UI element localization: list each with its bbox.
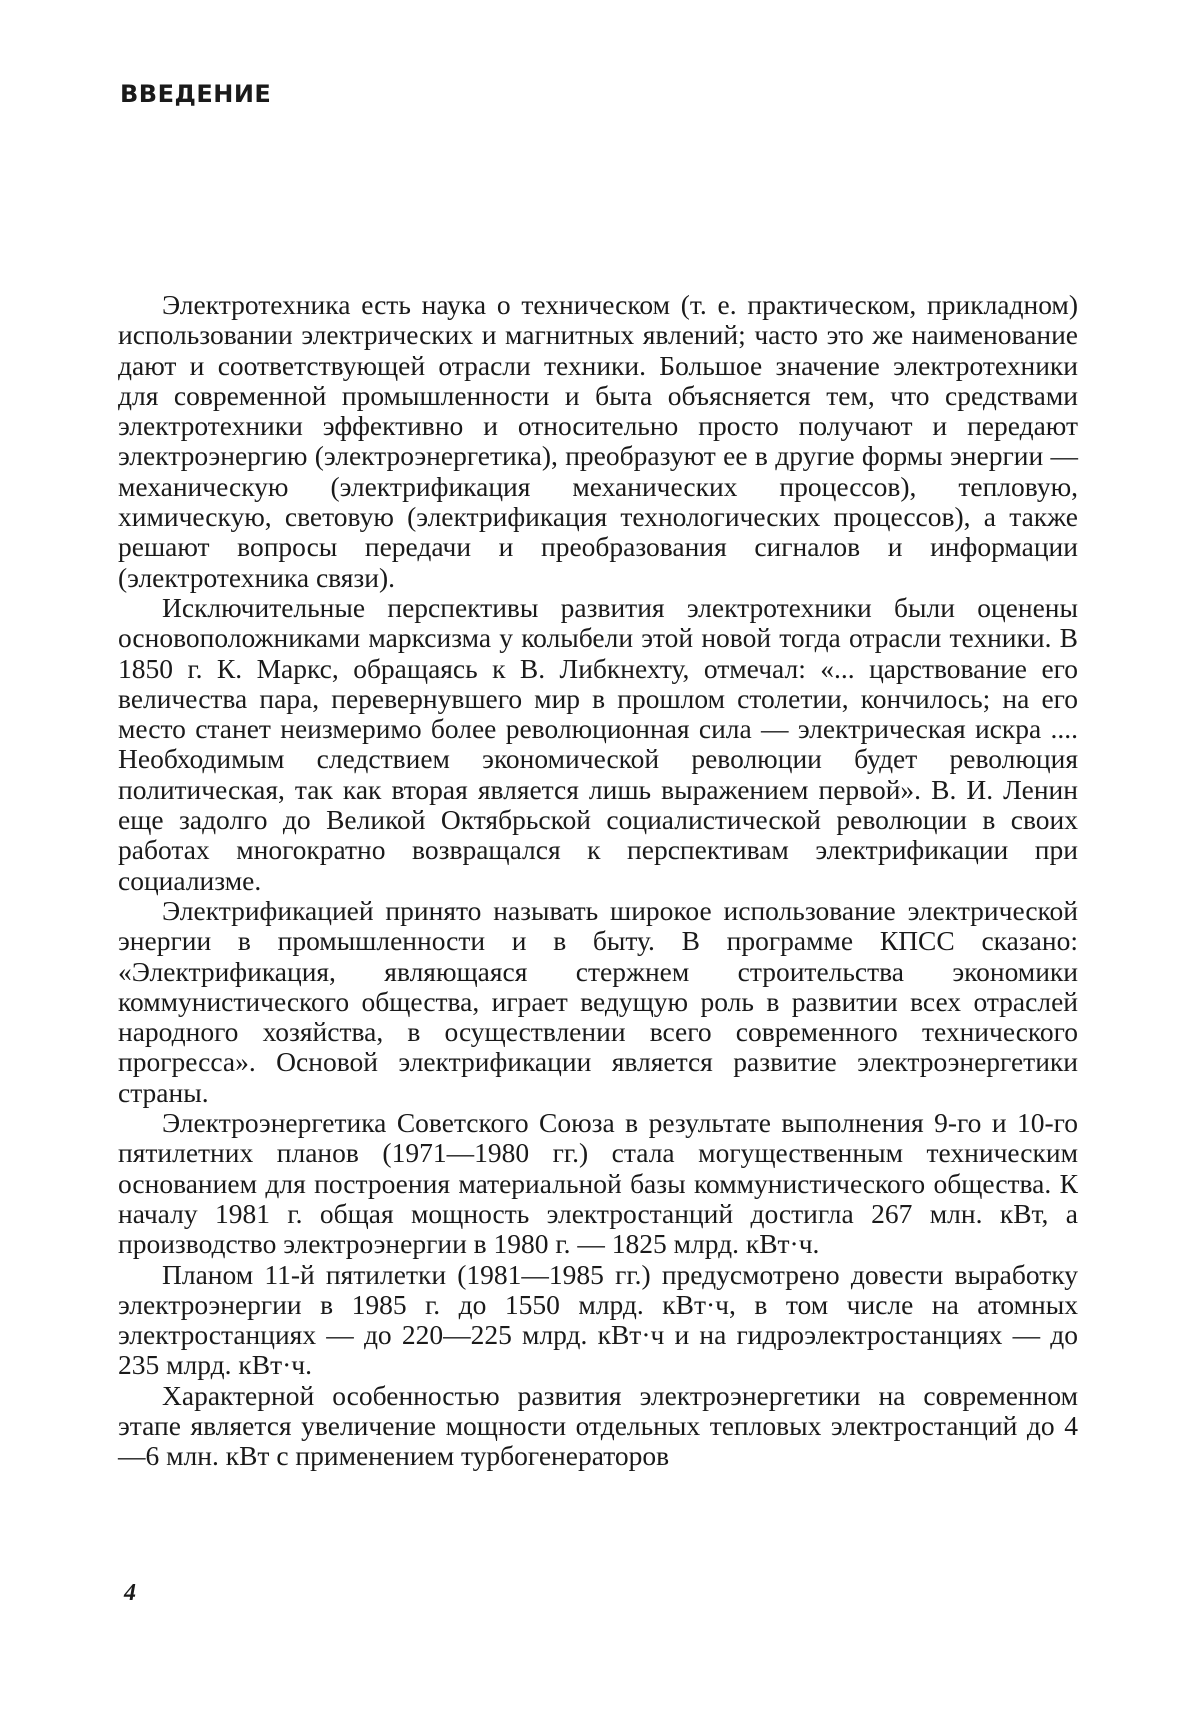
page-number: 4 [124, 1580, 136, 1606]
paragraph: Электроэнергетика Советского Союза в результате выполнения 9-го и 10-го пятилетних планов (1971—1980 гг.) стала могущественным техническим основанием для построения материальной базы коммунистического общества. К началу 1981 г. общая мощность электростанций достигла 267 млн. кВт, а производство электроэнергии в 1980 г. — 1825 млрд. кВт·ч. [118, 1107, 1078, 1260]
paragraph: Планом 11-й пятилетки (1981—1985 гг.) предусмотрено довести выработку электроэнергии в 1985 г. до 1550 млрд. кВт·ч, в том числе на атомных электростанциях — до 220—225 млрд. кВт·ч и на гидроэлектростанциях — до 235 млрд. кВт·ч. [118, 1258, 1078, 1381]
paragraph: Исключительные перспективы развития электротехники были оценены основоположниками марксизма у колыбели этой новой тогда отрасли техники. В 1850 г. К. Маркс, обращаясь к В. Либкнехту, отмечал: «... царствование его величества пара, перевернувшего мир в прошлом столетии, кончилось; на его место станет неизмеримо более революционная сила — электрическая искра .... Необходимым следствием экономической революции будет революция политическая, так как вторая является лишь выражением первой». В. И. Ленин еще задолго до Великой Октябрьской социалистической революции в своих работах многократно возвращался к перспективам электрификации при социализме. [118, 591, 1078, 896]
paragraph: Характерной особенностью развития электроэнергетики на современном этапе является увеличение мощности отдельных тепловых электростанций до 4—6 млн. кВт с применением турбогенераторов [118, 1379, 1078, 1472]
paragraph: Электрификацией принято называть широкое использование электрической энергии в промышленности и в быту. В программе КПСС сказано: «Электрификация, являющаяся стержнем строительства экономики коммунистического общества, играет ведущую роль в развитии всех отраслей народного хозяйства, в осуществлении всего современного технического прогресса». Основой электрификации является развитие электроэнергетики страны. [118, 894, 1078, 1108]
page-heading: ВВЕДЕНИЕ [120, 80, 272, 108]
paragraph: Электротехника есть наука о техническом (т. е. практическом, прикладном) использовании электрических и магнитных явлений; часто это же наименование дают и соответствующей отрасли техники. Большое значение электротехники для современной промышленности и быта объясняется тем, что средствами электротехники эффективно и относительно просто получают и передают электроэнергию (электроэнергетика), преобразуют ее в другие формы энергии — механическую (электрификация механических процессов), тепловую, химическую, световую (электрификация технологических процессов), а также решают вопросы передачи и преобразования сигналов и информации (электротехника связи). [118, 289, 1078, 593]
body-text [118, 290, 1078, 1472]
